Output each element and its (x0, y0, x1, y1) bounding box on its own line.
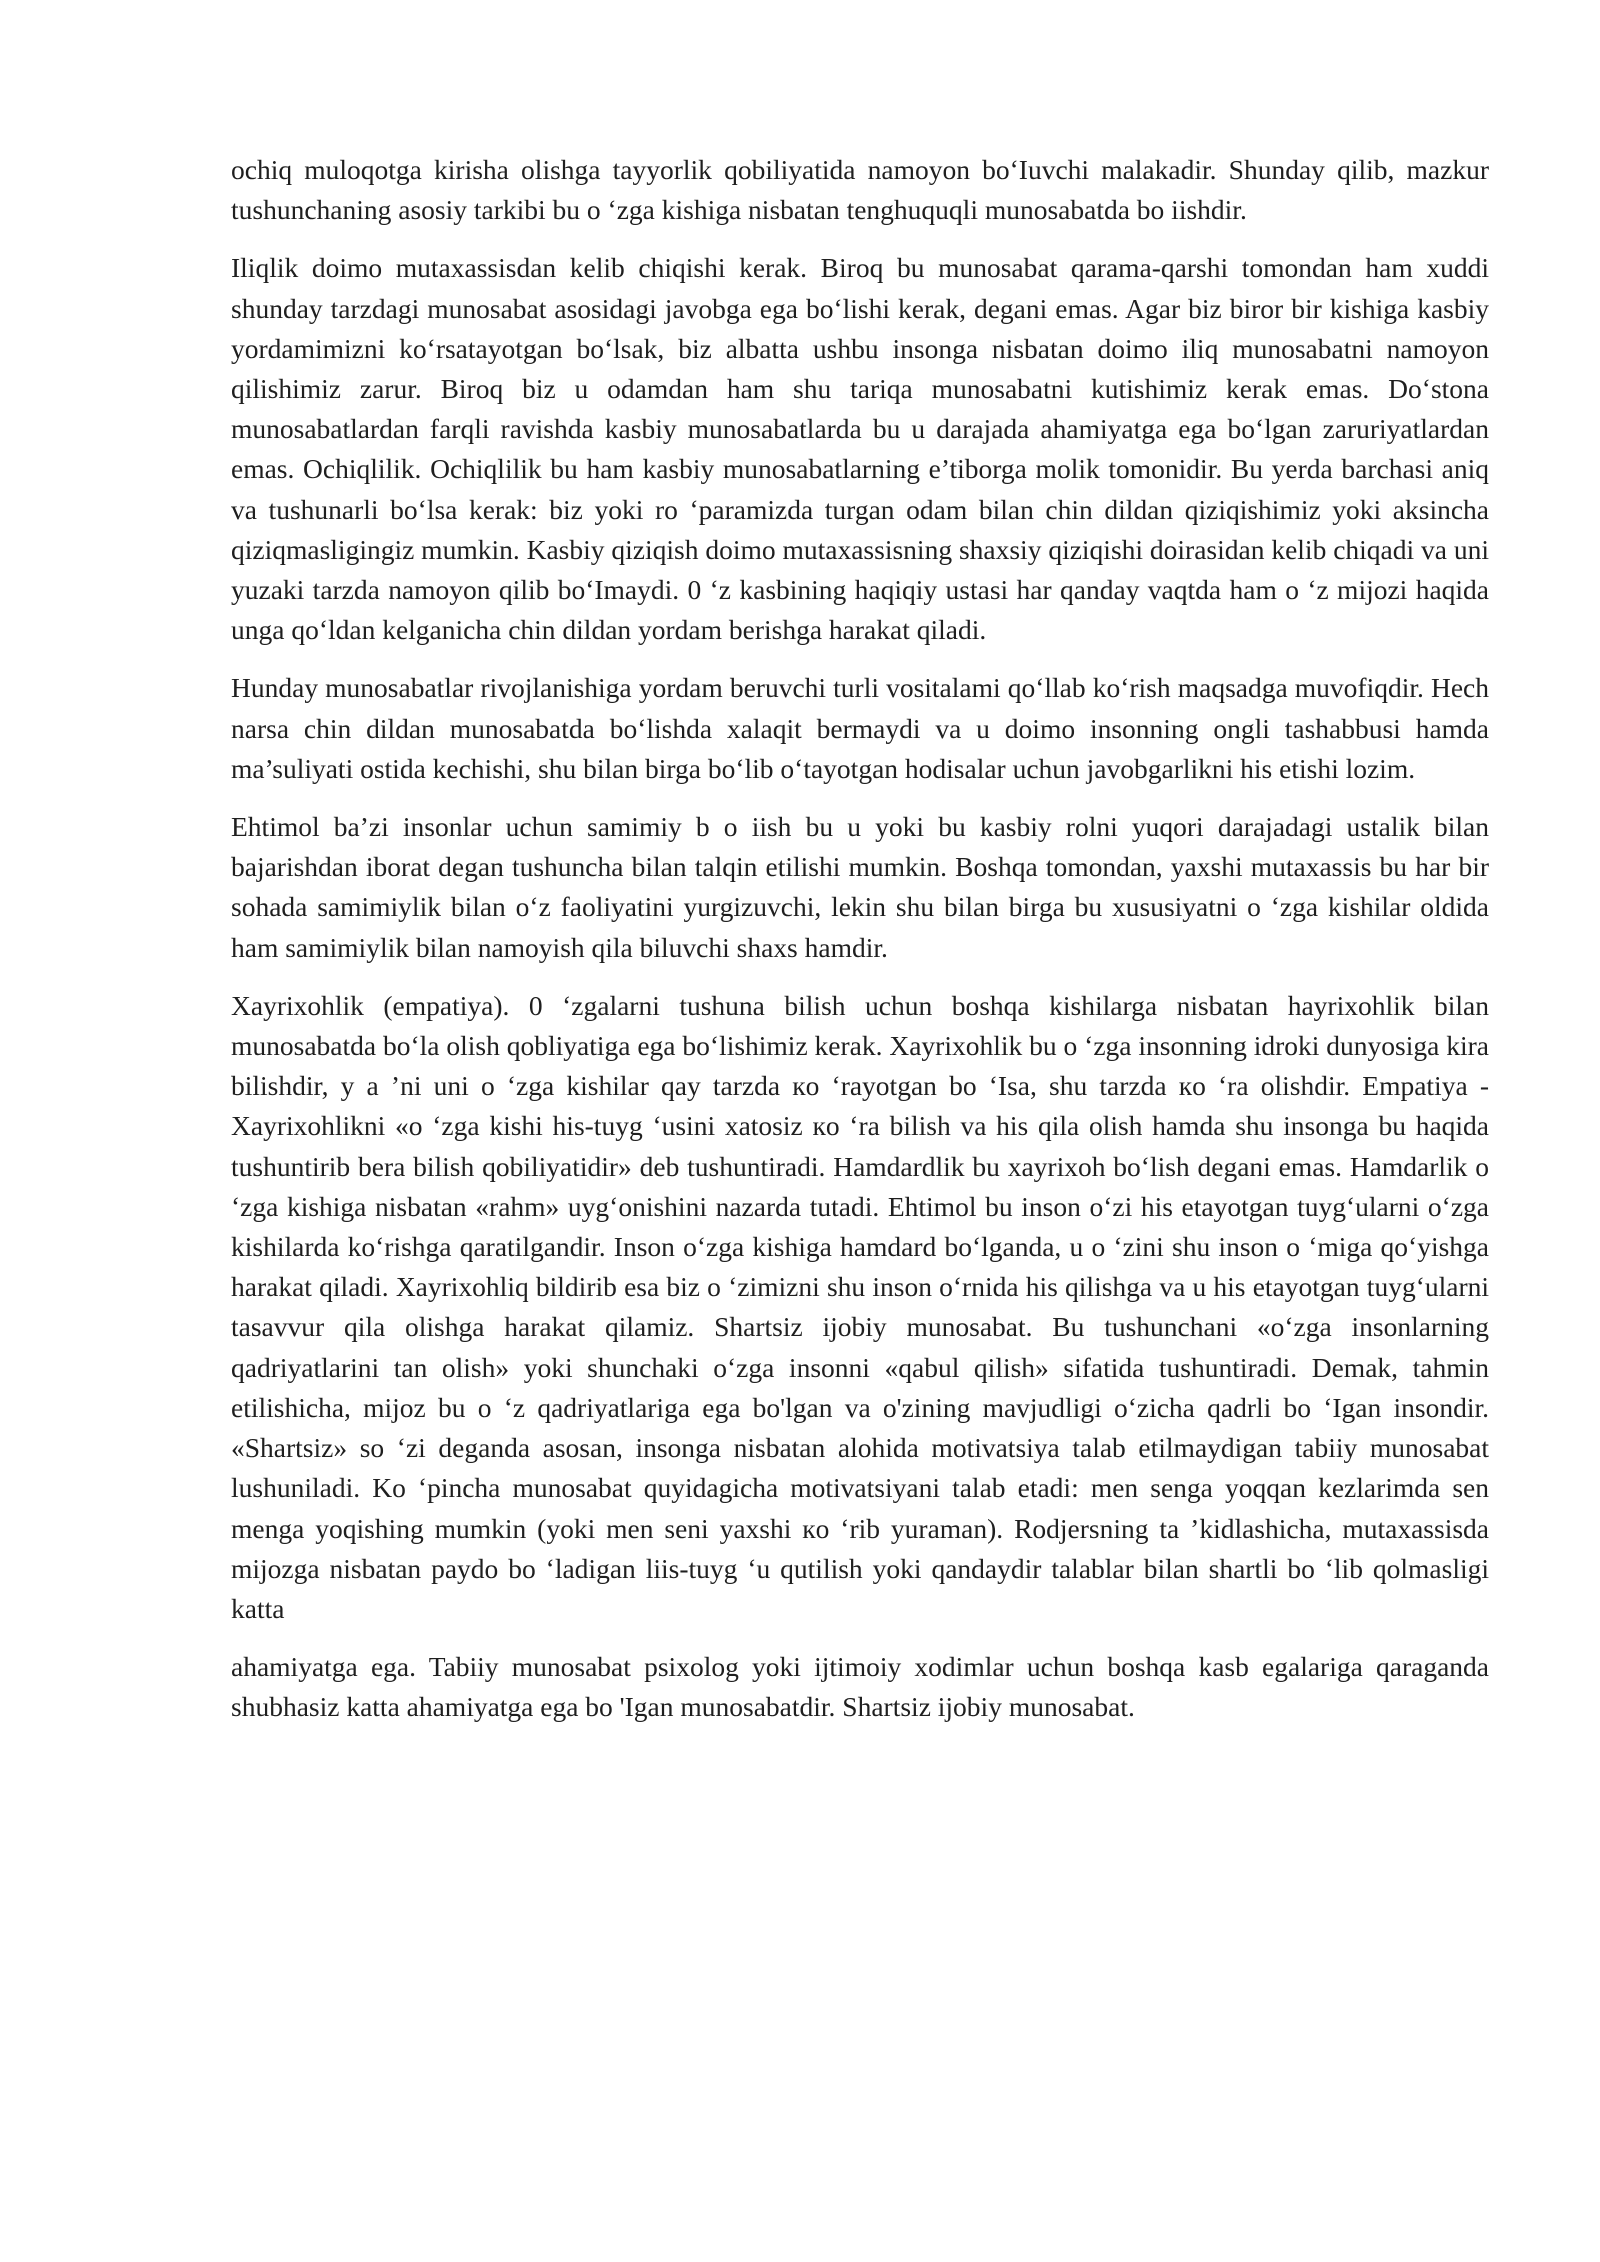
paragraph-relationship-development: Hunday munosabatlar rivojlanishiga yordam beruvchi turli vositalami qo‘llab ko‘rish maqsadga muvofiqdir. Hech narsa chin dildan munosabatda bo‘lishda xalaqit bermaydi va u doimo insonning ongli tashabbusi hamda ma’suliyati ostida kechishi, shu bilan birga bo‘lib o‘tayotgan hodisalar uchun javobgarlikni his etishi lozim. (231, 672, 1489, 784)
paragraph-open-communication: ochiq muloqotga kirisha olishga tayyorlik qobiliyatida namoyon bo‘Iuvchi malakadir. Shunday qilib, mazkur tushunchaning asosiy tarkibi bu o ‘zga kishiga nisbatan tenghuquqli munosabatda bo iishdir. (231, 154, 1489, 226)
paragraph-empathy: Xayrixohlik (empatiya). 0 ‘zgalarni tushuna bilish uchun boshqa kishilarga nisbatan hayrixohlik bilan munosabatda bo‘la olish qobliyatiga ega bo‘lishimiz kerak. Xayrixohlik bu o ‘zga insonning idroki dunyosiga kira bilishdir, y a ’ni uni o ‘zga kishilar qay tarzda кo ‘rayotgan bo ‘Isa, shu tarzda кo ‘ra olishdir. Empatiya - Xayrixohlikni «o ‘zga kishi his-tuyg ‘usini xatosiz кo ‘ra bilish va his qila olish hamda shu insonga bu haqida tushuntirib bera bilish qobiliyatidir» deb tushuntiradi. Hamdardlik bu xayrixoh bo‘lish degani emas. Hamdarlik o ‘zga kishiga nisbatan «rahm» uyg‘onishini nazarda tutadi. Ehtimol bu inson o‘zi his etayotgan tuyg‘ularni o‘zga kishilarda ko‘rishga qaratilgandir. Inson o‘zga kishiga hamdard bo‘lganda, u o ‘zini shu inson o ‘miga qo‘yishga harakat qiladi. Xayrixohliq bildirib esa biz o ‘zimizni shu inson o‘rnida his qilishga va u his etayotgan tuyg‘ularni tasavvur qila olishga harakat qilamiz. Shartsiz ijobiy munosabat. Bu tushunchani «o‘zga insonlarning qadriyatlarini tan olish» yoki shunchaki o‘zga insonni «qabul qilish» sifatida tushuntiradi. Demak, tahmin etilishicha, mijoz bu o ‘z qadriyatlariga ega bo'lgan va o'zining mavjudligi o‘zicha qadrli bo ‘Igan insondir. «Shartsiz» so ‘zi deganda asosan, insonga nisbatan alohida motivatsiya talab etilmaydigan tabiiy munosabat lushuniladi. Ko ‘pincha munosabat quyidagicha motivatsiyani talab etadi: men senga yoqqan kezlarimda sen menga yoqishing mumkin (yoki men seni yaxshi кo ‘rib yuraman). Rodjersning ta ’kidlashicha, mutaxassisda mijozga nisbatan paydo bo ‘ladigan liis-tuyg ‘u qutilish yoki qandaydir talablar bilan shartli bo ‘lib qolmasligi katta (231, 989, 1489, 1624)
paragraph-natural-attitude: ahamiyatga ega. Tabiiy munosabat psixolog yoki ijtimoiy xodimlar uchun boshqa kasb egalariga qaraganda shubhasiz katta ahamiyatga ega bo 'Igan munosabatdir. Shartsiz ijobiy munosabat. (231, 1651, 1489, 1723)
document-page (231, 150, 1489, 1746)
paragraph-warmth: Iliqlik doimo mutaxassisdan kelib chiqishi kerak. Biroq bu munosabat qarama-qarshi tomondan ham xuddi shunday tarzdagi munosabat asosidagi javobga ega bo‘lishi kerak, degani emas. Agar biz biror bir kishiga kasbiy yordamimizni ko‘rsatayotgan bo‘lsak, biz albatta ushbu insonga nisbatan doimo iliq munosabatni namoyon qilishimiz zarur. Biroq biz u odamdan ham shu tariqa munosabatni kutishimiz kerak emas. Do‘stona munosabatlardan farqli ravishda kasbiy munosabatlarda bu u darajada ahamiyatga ega bo‘lgan zaruriyatlardan emas. Ochiqlilik. Ochiqlilik bu ham kasbiy munosabatlarning e’tiborga molik tomonidir. Bu yerda barchasi aniq va tushunarli bo‘lsa kerak: biz yoki ro ‘paramizda turgan odam bilan chin dildan qiziqishimiz yoki aksincha qiziqmasligingiz mumkin. Kasbiy qiziqish doimo mutaxassisning shaxsiy qiziqishi doirasidan kelib chiqadi va uni yuzaki tarzda namoyon qilib bo‘Imaydi. 0 ‘z kasbining haqiqiy ustasi har qanday vaqtda ham o ‘z mijozi haqida unga qo‘ldan kelganicha chin dildan yordam berishga harakat qiladi. (231, 252, 1489, 646)
paragraph-sincerity: Ehtimol ba’zi insonlar uchun samimiy b o iish bu u yoki bu kasbiy rolni yuqori darajadagi ustalik bilan bajarishdan iborat degan tushuncha bilan talqin etilishi mumkin. Boshqa tomondan, yaxshi mutaxassis bu har bir sohada samimiylik bilan o‘z faoliyatini yurgizuvchi, lekin shu bilan birga bu xususiyatni o ‘zga kishilar oldida ham samimiylik bilan namoyish qila biluvchi shaxs hamdir. (231, 811, 1489, 963)
